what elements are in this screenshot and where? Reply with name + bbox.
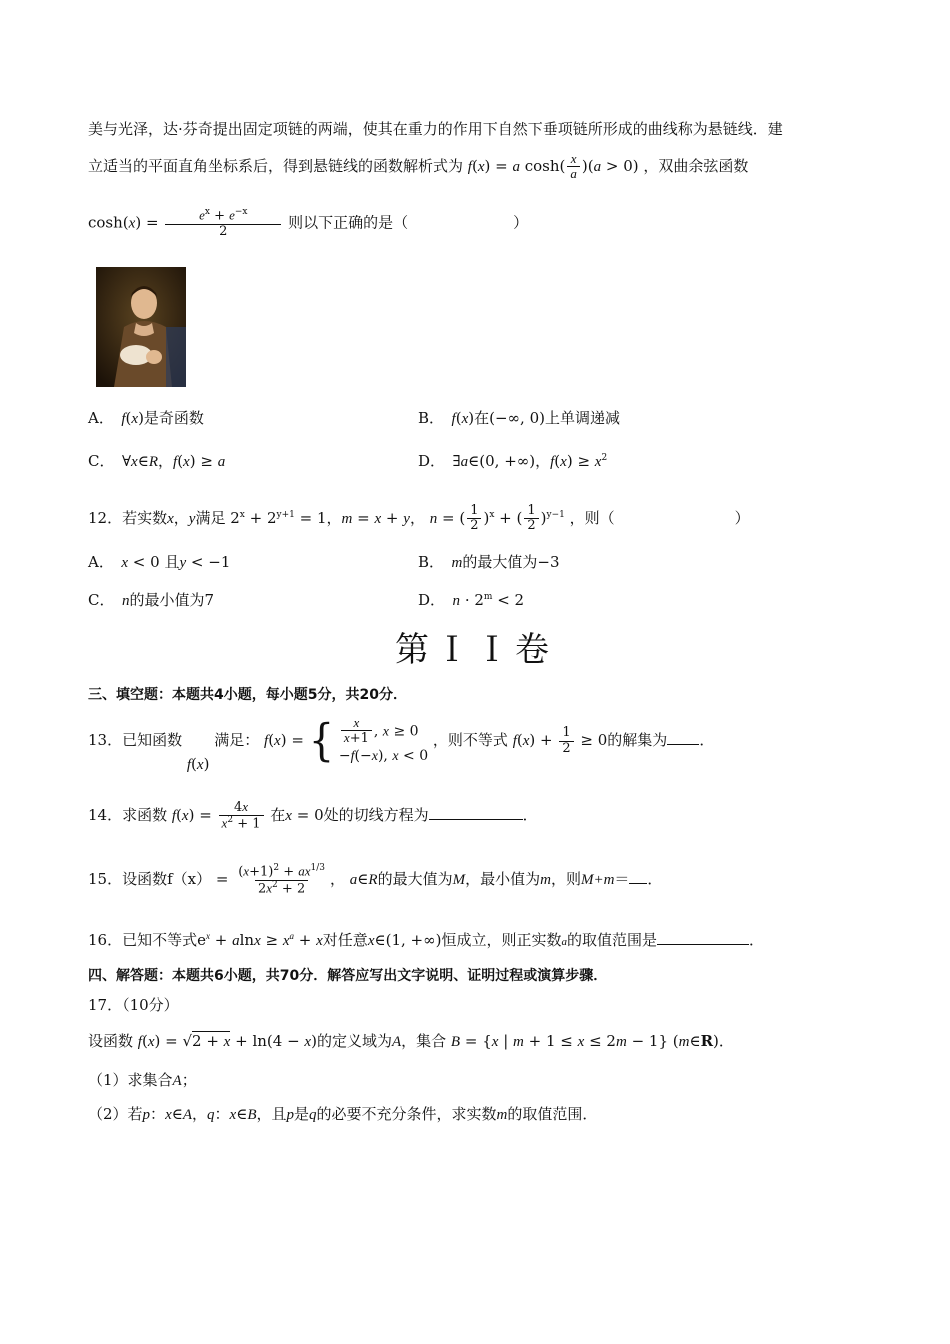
q11-option-a[interactable]: A． f(x)是奇函数 (88, 409, 204, 427)
q17-part2: （2）若p：x∈A，q：x∈B，且p是q的必要不充分条件，求实数m的取值范围． (88, 1105, 598, 1123)
q12-option-c[interactable]: C． n的最小值为7 (88, 591, 215, 609)
q11-option-d[interactable]: D． ∃a∈(0, +∞)，$f(x) \ge x^2$ (418, 452, 608, 470)
q11-line1: 美与光泽，达·芬奇提出固定项链的两端，使其在重力的作用下自然下垂项链所形成的曲线称为悬链线．建 (88, 120, 783, 138)
section-4-heading: 四、解答题：本题共6小题，共70分．解答应写出文字说明、证明过程或演算步骤． (88, 968, 608, 984)
q11-option-b[interactable]: B． f(x)在(−∞, 0)上单调递减 (418, 409, 620, 427)
q17-part1: （1）求集合A； (88, 1071, 197, 1089)
q12-stem: 12．若实数x，y满足 $2^x + 2^{y+1} = 1$，m = x + y， n = ( $\frac{1}{2}$ )$^x$ + ( $\frac{1}{2}$ )$^{y-1}$ ，则（ ） (88, 503, 750, 534)
q17-line1: 设函数 f(x) = √2 + x + ln(4 − x)的定义域为A，集合 B = {x | m + 1 ≤ x ≤ 2m − 1} (m∈R)． (88, 1032, 734, 1050)
q11-line3: cosh(x) = $\frac{e^x + e^{-x}}{2}$ 则以下正确的是（ ） (88, 207, 529, 239)
section-ii-title: 第ＩＩ卷 (395, 630, 555, 670)
q11-line2: 立适当的平面直角坐标系后，得到悬链线的函数解析式为 f(x) = a cosh( $\frac{x}{a}$ )(a > 0) ，双曲余弦函数 (88, 151, 749, 182)
q15-stem: 15．设函数f（x） = $\frac{(x+1)^2 + ax^{1/3}}{2x^2 + 2}$ ， a∈R的最大值为M，最小值为m，则M+m＝ ． (88, 863, 663, 896)
section-3-heading: 三、填空题：本题共4小题，每小题5分，共20分． (88, 687, 407, 703)
q12-option-d[interactable]: D． $n \cdot 2^m < 2$ (418, 591, 525, 609)
q13-stem: 13．已知函数 f(x) 满足： f(x) = { $\frac{x}{x+1}$ , x ≥ 0 −f(−x), x < 0 ，则不等式 f(x) + $\frac{1}{2}$ ≥ 0的解集为 ． (88, 715, 715, 774)
q16-stem: 16．已知不等式$e^x + alnx \ge x^a + x$对任意x∈(1, +∞)恒成立，则正实数a的取值范围是 ． (88, 931, 764, 949)
q12-option-a[interactable]: A． x < 0 且y < −1 (88, 553, 231, 571)
portrait-image (96, 267, 186, 387)
q14-stem: 14．求函数 f(x) = $\frac{4x}{x^2 + 1}$ 在x = 0处的切线方程为 ． (88, 799, 538, 832)
q17-head: 17．（10分） (88, 996, 179, 1014)
q11-option-c[interactable]: C． ∀x∈R，f(x) ≥ a (88, 452, 226, 470)
q12-option-b[interactable]: B． m的最大值为−3 (418, 553, 560, 571)
